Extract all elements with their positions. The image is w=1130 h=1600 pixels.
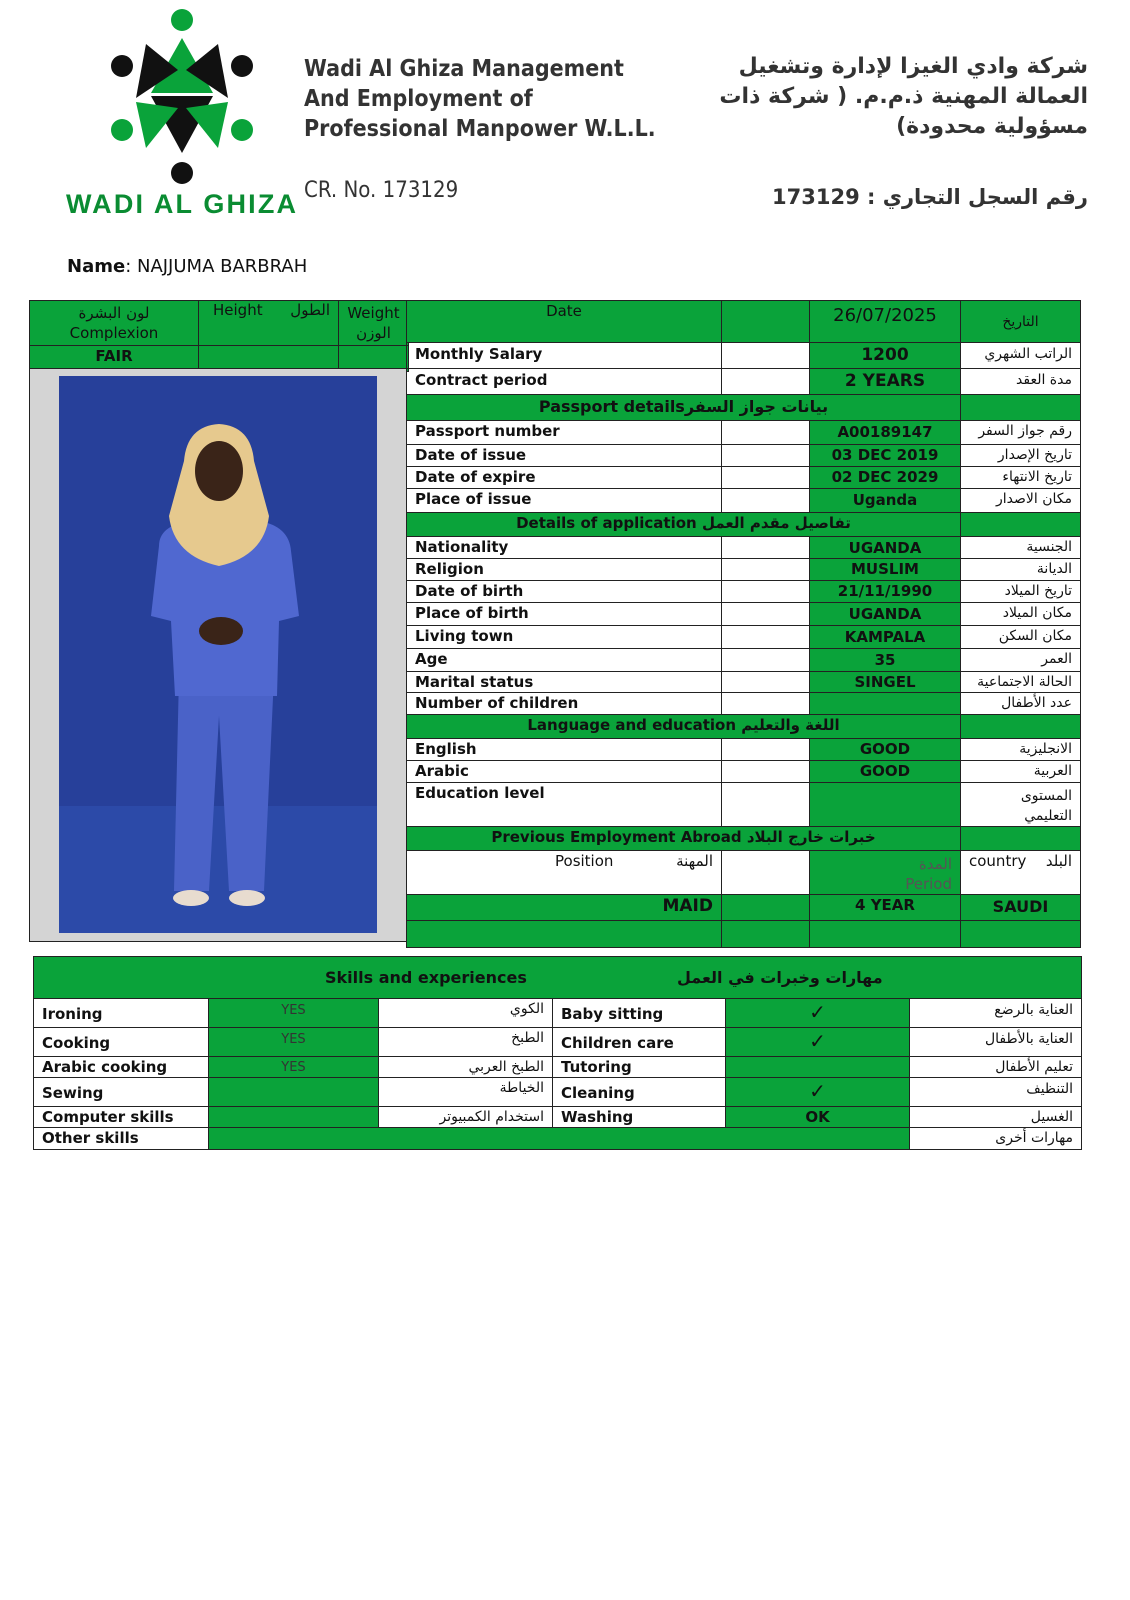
complexion-label-en: Complexion — [69, 324, 159, 342]
position-label-en: Position — [555, 852, 614, 870]
company-logo — [66, 8, 298, 222]
skill-row: Computer skills استخدام الكمبيوتر Washing OK الغسيل — [34, 1107, 1082, 1128]
skill-row: Sewing الخياطة Cleaning ✓ التنظيف — [34, 1078, 1082, 1107]
name-value: : NAJJUMA BARBRAH — [125, 256, 308, 277]
employment-period: 4 YEAR — [810, 895, 961, 921]
company-name-en: Wadi Al Ghiza Management And Employment of Professional Manpower W.L.L. — [304, 56, 656, 142]
row-age: Age 35 العمر — [407, 649, 1081, 672]
period-label-ar: المدة — [918, 855, 952, 873]
skill-row: Arabic cooking YES الطبخ العربي Tutoring تعليم الأطفال — [34, 1057, 1082, 1078]
row-place-of-issue: Place of issue Uganda مكان الاصدار — [407, 489, 1081, 513]
other-skills-label-ar: مهارات أخرى — [910, 1128, 1082, 1150]
row-contract: Contract period 2 YEARS مدة العقد — [407, 369, 1081, 395]
employment-country: SAUDI — [961, 895, 1081, 921]
employment-header-row — [407, 851, 1081, 895]
row-number-of-children: Number of children عدد الأطفال — [407, 693, 1081, 715]
row-living-town: Living town KAMPALA مكان السكن — [407, 626, 1081, 649]
skills-header-ar: مهارات وخبرات في العمل — [676, 968, 883, 987]
country-label-ar: البلد — [1045, 852, 1072, 870]
height-label-en: Height — [213, 301, 263, 319]
height-label-ar: الطول — [290, 301, 330, 319]
candidate-photo — [59, 376, 377, 933]
skills-table — [33, 956, 1082, 1150]
skill-row: Cooking YES الطبخ Children care ✓ العناية بالأطفال — [34, 1028, 1082, 1057]
application-section-header: Details of application تفاصيل مقدم العمل — [407, 513, 961, 537]
logo-text: WADI AL GHIZA — [66, 189, 296, 219]
check-icon: ✓ — [726, 999, 910, 1028]
row-passport-number: Passport number A00189147 رقم جواز السفر — [407, 421, 1081, 445]
weight-label-en: Weight — [347, 304, 400, 322]
other-skills-label-en: Other skills — [34, 1128, 209, 1150]
employment-section-header: Previous Employment Abroad خبرات خارج البلاد — [407, 827, 961, 851]
physical-table — [29, 300, 409, 372]
complexion-value: FAIR — [30, 346, 199, 372]
weight-label-ar: الوزن — [356, 324, 391, 342]
skill-row: Ironing YES الكوي Baby sitting ✓ العناية بالرضع — [34, 999, 1082, 1028]
row-arabic: Arabic GOOD العربية — [407, 761, 1081, 783]
candidate-name — [67, 256, 307, 277]
date-value: 26/07/2025 — [810, 301, 961, 343]
employment-row — [407, 895, 1081, 921]
check-icon: ✓ — [726, 1078, 910, 1107]
position-label-ar: المهنة — [676, 852, 713, 870]
country-label-en: country — [969, 852, 1027, 870]
date-label-en: Date — [407, 301, 722, 343]
row-date-of-birth: Date of birth 21/11/1990 تاريخ الميلاد — [407, 581, 1081, 603]
row-education-level: Education level المستوى التعليمي — [407, 783, 1081, 827]
company-name-ar: شركة وادي الغيزا لإدارة وتشغيل العمالة المهنية ذ.م.م. ( شركة ذات مسؤولية محدودة) — [719, 54, 1088, 139]
passport-section-header: Passport detailsبيانات جواز السفر — [407, 395, 961, 421]
row-salary: Monthly Salary 1200 الراتب الشهري — [407, 343, 1081, 369]
date-label-ar: التاريخ — [961, 301, 1081, 343]
other-skills-row — [34, 1128, 1082, 1150]
complexion-label-ar: لون البشرة — [78, 304, 150, 322]
row-place-of-birth: Place of birth UGANDA مكان الميلاد — [407, 603, 1081, 626]
language-section-header: Language and education اللغة والتعليم — [407, 715, 961, 739]
cr-number-ar: رقم السجل التجاري : 173129 — [772, 185, 1088, 209]
row-marital-status: Marital status SINGEL الحالة الاجتماعية — [407, 672, 1081, 693]
name-label: Name — [67, 256, 126, 277]
employment-position: MAID — [407, 895, 722, 921]
check-icon: ✓ — [726, 1028, 910, 1057]
skills-header-en: Skills and experiences — [325, 968, 527, 987]
period-label-en: Period — [905, 875, 952, 893]
row-date-of-expire: Date of expire 02 DEC 2029 تاريخ الانتهاء — [407, 467, 1081, 489]
row-date-of-issue: Date of issue 03 DEC 2019 تاريخ الإصدار — [407, 445, 1081, 467]
cr-number-en: CR. No. 173129 — [304, 178, 459, 203]
row-english: English GOOD الانجليزية — [407, 739, 1081, 761]
row-religion: Religion MUSLIM الديانة — [407, 559, 1081, 581]
details-table — [406, 300, 1081, 948]
row-nationality: Nationality UGANDA الجنسية — [407, 537, 1081, 559]
